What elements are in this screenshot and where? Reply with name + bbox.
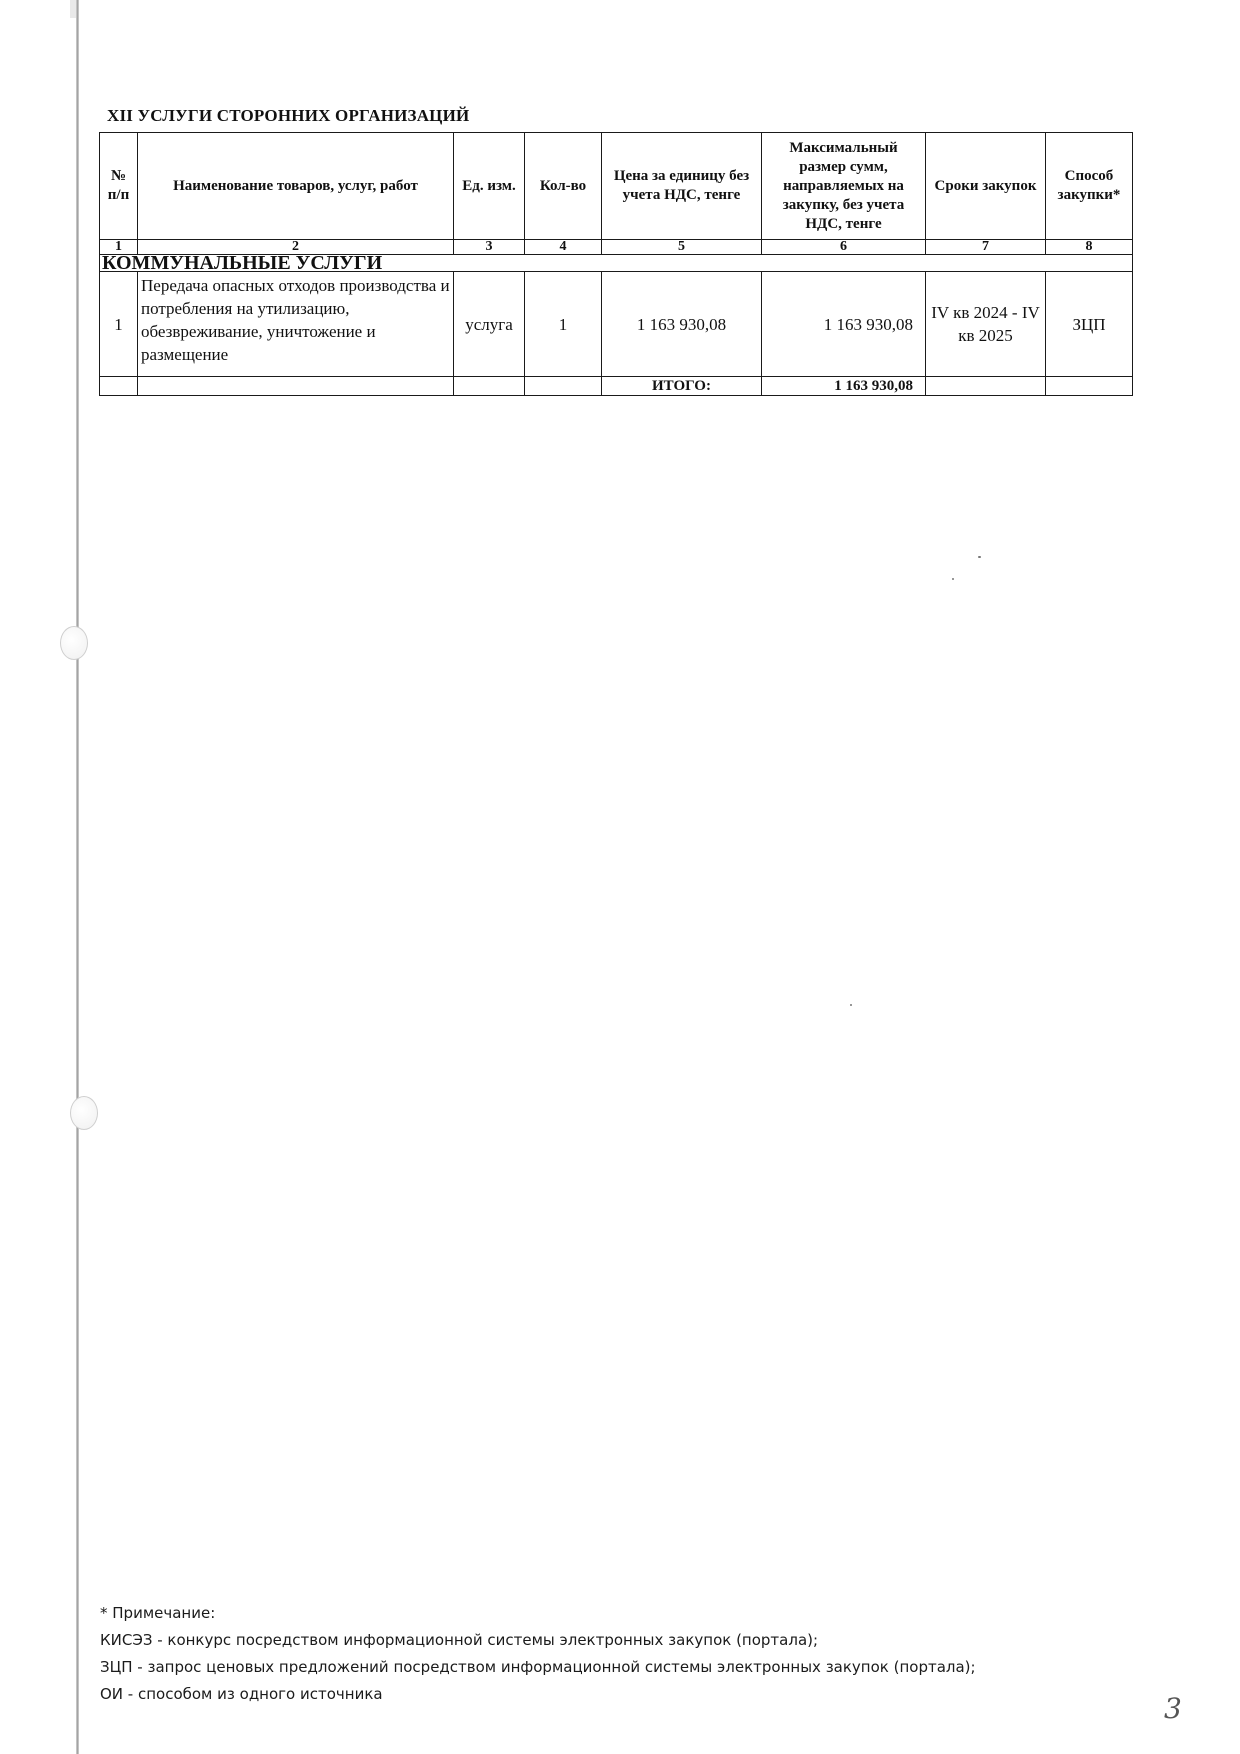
row-method: ЗЦП: [1046, 272, 1133, 377]
header-max-amount: Максимальный размер сумм, направляемых на закупку, без учета НДС, тенге: [762, 133, 926, 240]
column-number: 7: [926, 240, 1046, 255]
row-terms: IV кв 2024 - IV кв 2025: [926, 272, 1046, 377]
row-unit: услуга: [454, 272, 525, 377]
row-max-amount: 1 163 930,08: [762, 272, 926, 377]
category-label: КОММУНАЛЬНЫЕ УСЛУГИ: [100, 255, 1133, 272]
column-number: 1: [100, 240, 138, 255]
total-empty-cell: [138, 377, 454, 396]
footnote-line: ОИ - способом из одного источника: [100, 1685, 383, 1703]
row-qty: 1: [525, 272, 602, 377]
total-empty-cell: [926, 377, 1046, 396]
column-number: 8: [1046, 240, 1133, 255]
header-unit: Ед. изм.: [454, 133, 525, 240]
row-num: 1: [100, 272, 138, 377]
page-number: 3: [1164, 1692, 1182, 1725]
column-number: 6: [762, 240, 926, 255]
total-row: [100, 377, 1133, 396]
total-empty-cell: [1046, 377, 1133, 396]
punch-hole-bottom: [70, 1096, 98, 1130]
column-number: 3: [454, 240, 525, 255]
punch-hole-top: [60, 626, 88, 660]
header-price: Цена за единицу без учета НДС, тенге: [602, 133, 762, 240]
footnote-line: КИСЭЗ - конкурс посредством информационной системы электронных закупок (портала);: [100, 1631, 819, 1649]
table-header-row: [100, 133, 1133, 240]
total-label: ИТОГО:: [602, 377, 762, 396]
header-num: № п/п: [100, 133, 138, 240]
table-row: [100, 272, 1133, 377]
row-price: 1 163 930,08: [602, 272, 762, 377]
row-name: Передача опасных отходов производства и потребления на утилизацию, обезвреживание, уничтожение и размещение: [138, 272, 454, 377]
column-number: 2: [138, 240, 454, 255]
column-number: 5: [602, 240, 762, 255]
header-terms: Сроки закупок: [926, 133, 1046, 240]
procurement-table: [99, 132, 1133, 396]
footnote-title: * Примечание:: [100, 1604, 216, 1622]
header-name: Наименование товаров, услуг, работ: [138, 133, 454, 240]
header-method: Способ закупки*: [1046, 133, 1133, 240]
binding-edge-line: [76, 0, 79, 1754]
scan-speck: [978, 556, 981, 558]
footnote-line: ЗЦП - запрос ценовых предложений посредством информационной системы электронных закупок (портала);: [100, 1658, 976, 1676]
column-number: 4: [525, 240, 602, 255]
header-qty: Кол-во: [525, 133, 602, 240]
total-empty-cell: [454, 377, 525, 396]
footnotes: [100, 1600, 976, 1708]
total-empty-cell: [100, 377, 138, 396]
scan-speck: [850, 1004, 852, 1006]
scan-speck: [952, 578, 954, 580]
category-row: [100, 255, 1133, 272]
section-heading: XII УСЛУГИ СТОРОННИХ ОРГАНИЗАЦИЙ: [107, 106, 470, 125]
total-value: 1 163 930,08: [762, 377, 926, 396]
total-empty-cell: [525, 377, 602, 396]
